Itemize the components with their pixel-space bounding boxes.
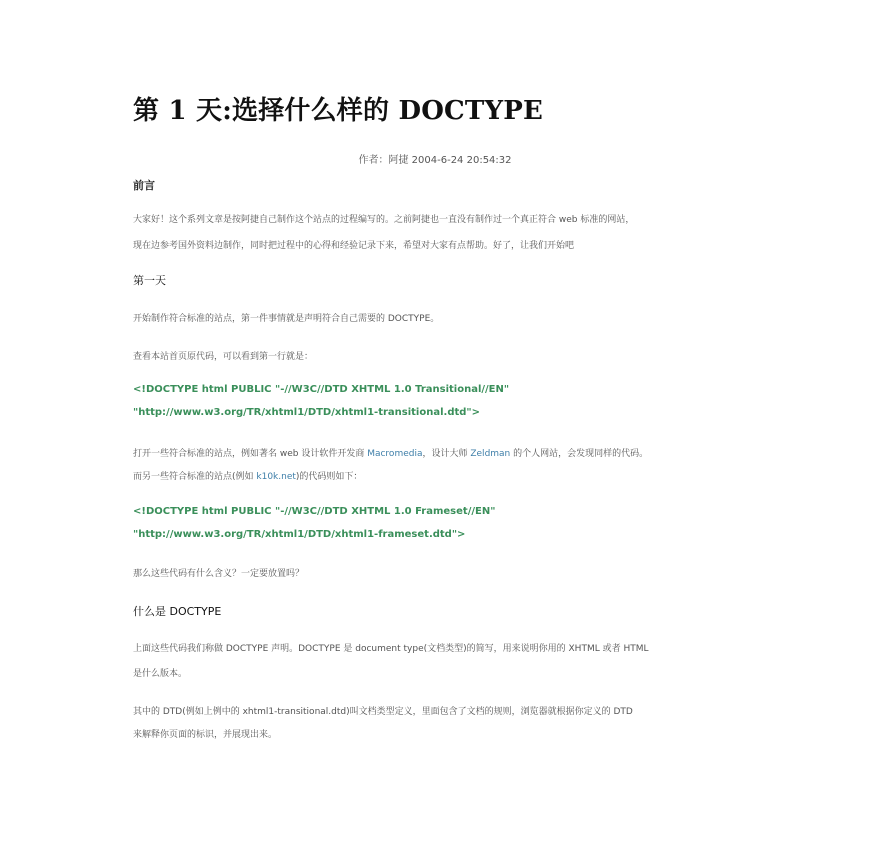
doctype-code-1-line-2: "http://www.w3.org/TR/xhtml1/DTD/xhtml1-transitional.dtd"> [133,407,481,418]
examples-text-e: )的代码则如下： [295,472,363,482]
examples-paragraph-line-2 [133,469,362,482]
zeldman-link[interactable]: Zeldman [470,449,511,459]
page-title: 第 1 天:选择什么样的 DOCTYPE [133,96,544,126]
preface-heading: 前言 [133,179,155,192]
preface-paragraph-line-2: 现在边参考国外资料边制作，同时把过程中的心得和经验记录下来，希望对大家有点帮助。好了，让我们开始吧 [133,241,575,251]
what-paragraph-2-line-2: 来解释你页面的标识，并展现出来。 [133,730,278,740]
doctype-code-1-line-1: <!DOCTYPE html PUBLIC "-//W3C//DTD XHTML 1.0 Transitional//EN" [133,384,510,395]
examples-text-c: 的个人网站，会发现同样的代码。 [510,449,649,459]
k10k-link[interactable]: k10k.net [256,472,296,482]
author-date-line: 作者：阿捷 2004-6-24 20:54:32 [358,155,512,166]
what-is-doctype-heading: 什么是 DOCTYPE [133,605,222,618]
day1-paragraph-1: 开始制作符合标准的站点，第一件事情就是声明符合自己需要的 DOCTYPE。 [133,314,440,324]
examples-paragraph-line-1 [133,446,648,459]
doctype-code-2-line-1: <!DOCTYPE html PUBLIC "-//W3C//DTD XHTML 1.0 Frameset//EN" [133,506,496,517]
examples-text-a: 打开一些符合标准的站点，例如著名 web 设计软件开发商 [133,449,368,459]
what-paragraph-1-line-1: 上面这些代码我们称做 DOCTYPE 声明。DOCTYPE 是 document type(文档类型)的简写，用来说明你用的 XHTML 或者 HTML [133,644,649,654]
examples-text-d: 而另一些符合标准的站点(例如 [133,472,257,482]
macromedia-link[interactable]: Macromedia [367,449,423,459]
preface-paragraph-line-1: 大家好！这个系列文章是按阿捷自己制作这个站点的过程编写的。之前阿捷也一直没有制作过一个真正符合 web 标准的网站， [133,215,635,225]
question-paragraph: 那么这些代码有什么含义？一定要放置吗？ [133,569,305,579]
day1-heading: 第一天 [133,274,166,287]
doctype-code-2-line-2: "http://www.w3.org/TR/xhtml1/DTD/xhtml1-frameset.dtd"> [133,529,466,540]
what-paragraph-1-line-2: 是什么版本。 [133,669,188,679]
what-paragraph-2-line-1: 其中的 DTD(例如上例中的 xhtml1-transitional.dtd)叫文档类型定义，里面包含了文档的规则，浏览器就根据你定义的 DTD [133,707,633,717]
day1-paragraph-2: 查看本站首页原代码，可以看到第一行就是： [133,352,314,362]
examples-text-b: ，设计大师 [422,449,471,459]
